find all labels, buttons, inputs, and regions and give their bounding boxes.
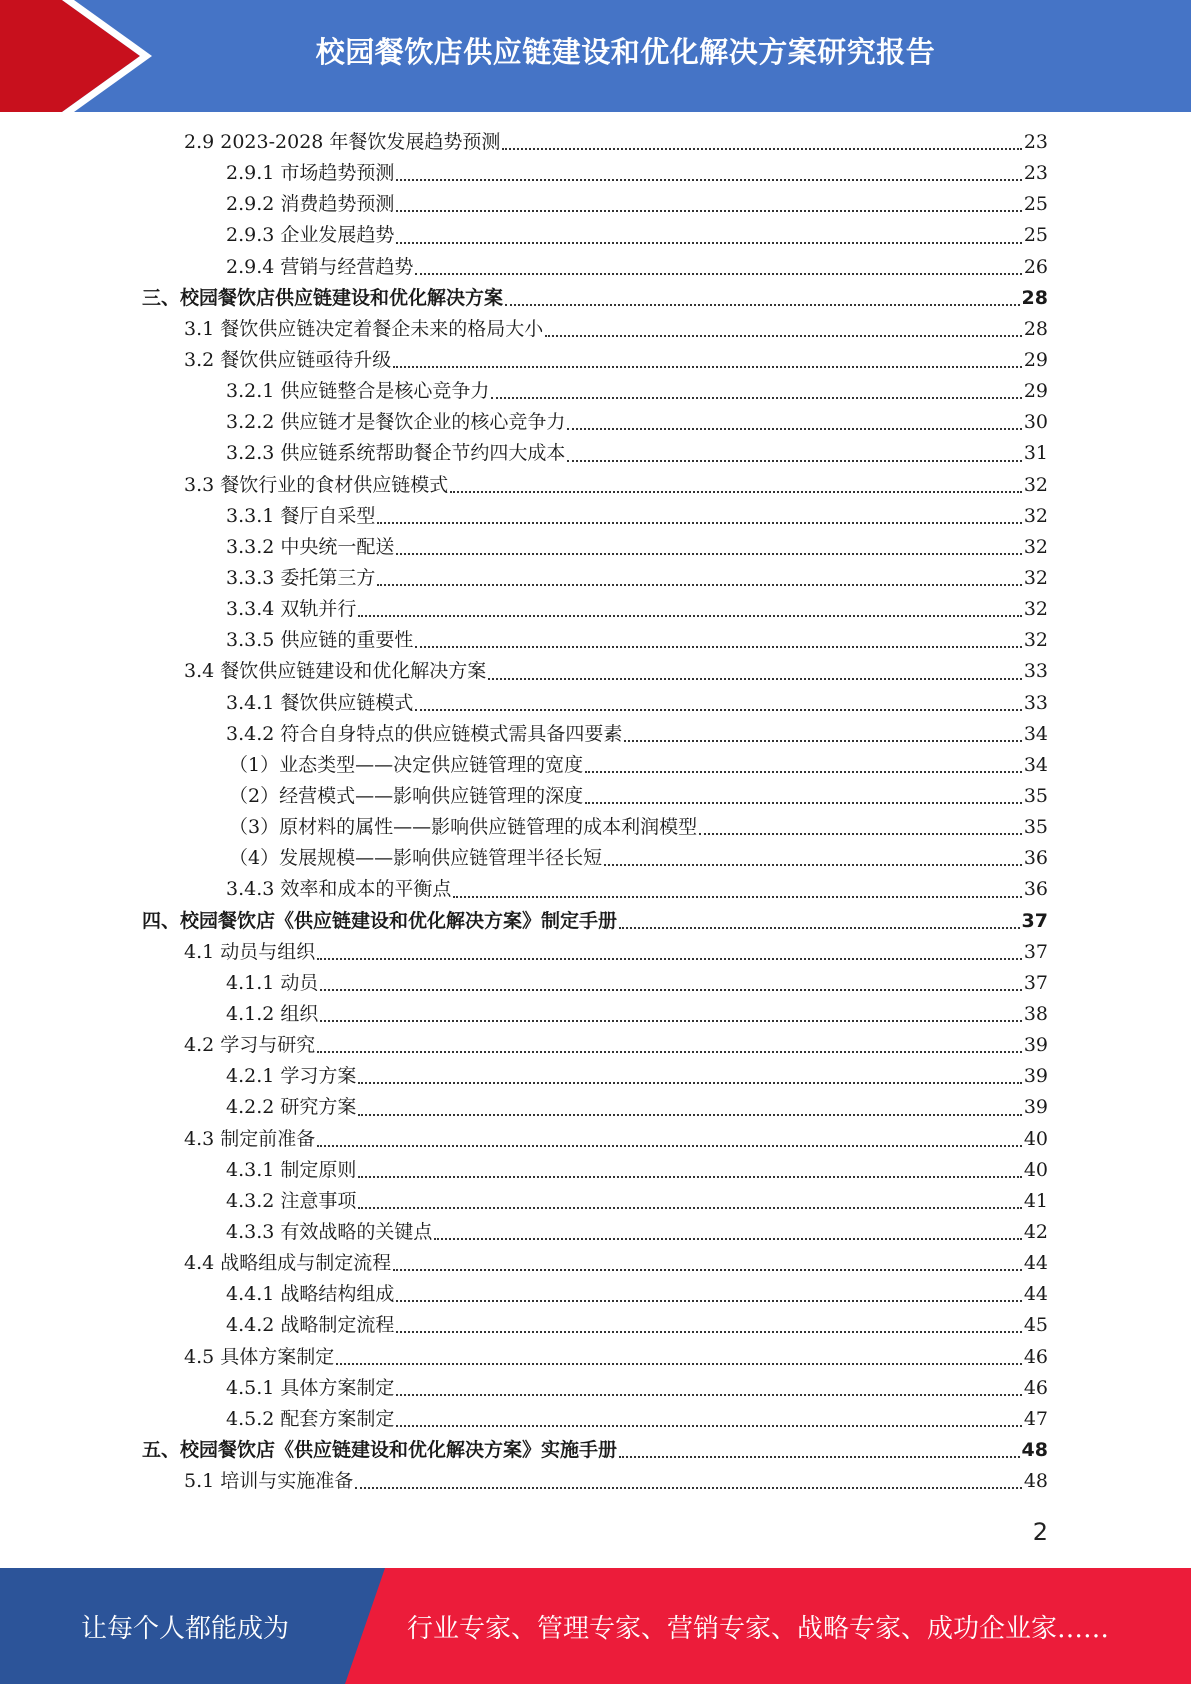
- toc-entry-page: 33: [1023, 691, 1048, 714]
- toc-entry[interactable]: [0, 812, 1191, 843]
- toc-entry-title: 3.2.3 供应链系统帮助餐企节约四大成本: [226, 442, 566, 465]
- toc-dot-leader: [699, 833, 1022, 835]
- page-number: 2: [1032, 1518, 1048, 1546]
- toc-dot-leader: [358, 615, 1021, 617]
- toc-dot-leader: [317, 958, 1022, 960]
- toc-entry[interactable]: [0, 719, 1191, 750]
- toc-dot-leader: [317, 1051, 1022, 1053]
- toc-entry-title: 3.4 餐饮供应链建设和优化解决方案: [184, 660, 487, 683]
- toc-entry-title: （4）发展规模——影响供应链管理半径长短: [229, 847, 603, 870]
- toc-entry-page: 45: [1023, 1314, 1048, 1337]
- toc-entry-page: 32: [1023, 504, 1048, 527]
- toc-dot-leader: [545, 335, 1022, 337]
- toc-dot-leader: [396, 242, 1021, 244]
- toc-entry-page: 39: [1023, 1096, 1048, 1119]
- toc-dot-leader: [336, 1363, 1022, 1365]
- page-header: [0, 0, 1191, 112]
- toc-entry-title: 4.5.1 具体方案制定: [226, 1376, 395, 1399]
- toc-entry-title: 3.3.4 双轨并行: [226, 598, 357, 621]
- toc-dot-leader: [396, 210, 1021, 212]
- toc-entry-title: 4.3.2 注意事项: [226, 1189, 357, 1212]
- toc-entry-page: 28: [1021, 286, 1048, 309]
- toc-entry-title: 3.3 餐饮行业的食材供应链模式: [184, 473, 449, 496]
- toc-entry-page: 34: [1023, 753, 1048, 776]
- toc-entry-title: 5.1 培训与实施准备: [184, 1470, 354, 1493]
- toc-entry[interactable]: [0, 1030, 1191, 1061]
- toc-entry-page: 39: [1023, 1065, 1048, 1088]
- toc-dot-leader: [396, 1331, 1021, 1333]
- toc-entry-title: 4.1.1 动员: [226, 971, 319, 994]
- toc-dot-leader: [453, 896, 1021, 898]
- toc-entry-title: 4.4.1 战略结构组成: [226, 1283, 395, 1306]
- toc-entry[interactable]: [0, 501, 1191, 532]
- toc-entry-title: 3.3.5 供应链的重要性: [226, 629, 414, 652]
- toc-entry-page: 29: [1023, 380, 1048, 403]
- toc-dot-leader: [396, 553, 1021, 555]
- header-chevron-decoration: [0, 0, 160, 112]
- toc-entry[interactable]: [0, 1341, 1191, 1372]
- toc-entry-title: 3.3.1 餐厅自采型: [226, 504, 376, 527]
- toc-entry-page: 46: [1023, 1345, 1048, 1368]
- toc-entry-page: 44: [1023, 1283, 1048, 1306]
- toc-dot-leader: [358, 1207, 1021, 1209]
- toc-entry-title: 2.9 2023-2028 年餐饮发展趋势预测: [184, 131, 501, 154]
- toc-entry-title: 4.3 制定前准备: [184, 1127, 316, 1150]
- toc-entry[interactable]: [0, 906, 1191, 937]
- toc-entry[interactable]: [0, 189, 1191, 220]
- toc-entry-title: （2）经营模式——影响供应链管理的深度: [229, 785, 584, 808]
- page-footer: [0, 1568, 1191, 1684]
- toc-entry[interactable]: [0, 656, 1191, 687]
- toc-entry-page: 44: [1023, 1252, 1048, 1275]
- toc-entry-page: 41: [1023, 1189, 1048, 1212]
- toc-entry[interactable]: [0, 1310, 1191, 1341]
- toc-entry-page: 32: [1023, 567, 1048, 590]
- toc-entry-title: 3.2 餐饮供应链亟待升级: [184, 349, 392, 372]
- toc-entry[interactable]: [0, 563, 1191, 594]
- document-title: 校园餐饮店供应链建设和优化解决方案研究报告: [315, 34, 936, 69]
- toc-entry-page: 40: [1023, 1158, 1048, 1181]
- toc-entry-title: 3.4.3 效率和成本的平衡点: [226, 878, 452, 901]
- toc-entry-title: 2.9.3 企业发展趋势: [226, 224, 395, 247]
- toc-entry-page: 31: [1023, 442, 1048, 465]
- toc-entry-page: 32: [1023, 598, 1048, 621]
- toc-dot-leader: [317, 1145, 1022, 1147]
- toc-dot-leader: [505, 304, 1020, 306]
- toc-entry[interactable]: [0, 625, 1191, 656]
- toc-dot-leader: [396, 179, 1021, 181]
- toc-entry[interactable]: [0, 750, 1191, 781]
- toc-dot-leader: [415, 709, 1021, 711]
- toc-entry-page: 42: [1023, 1220, 1048, 1243]
- toc-entry[interactable]: [0, 594, 1191, 625]
- toc-entry[interactable]: [0, 1373, 1191, 1404]
- toc-dot-leader: [567, 460, 1021, 462]
- toc-dot-leader: [355, 1487, 1022, 1489]
- toc-entry-page: 32: [1023, 473, 1048, 496]
- footer-slogan-left: 让每个人都能成为: [80, 1613, 289, 1644]
- toc-entry-page: 28: [1023, 317, 1048, 340]
- toc-entry-title: 三、校园餐饮店供应链建设和优化解决方案: [142, 286, 504, 309]
- toc-entry-title: 3.3.2 中央统一配送: [226, 535, 395, 558]
- toc-dot-leader: [396, 1394, 1021, 1396]
- toc-entry-page: 39: [1023, 1034, 1048, 1057]
- toc-dot-leader: [488, 678, 1022, 680]
- toc-entry[interactable]: [0, 407, 1191, 438]
- toc-dot-leader: [585, 771, 1022, 773]
- toc-dot-leader: [358, 1176, 1021, 1178]
- toc-entry[interactable]: [0, 781, 1191, 812]
- toc-entry-page: 46: [1023, 1376, 1048, 1399]
- toc-entry-page: 37: [1021, 909, 1048, 932]
- toc-dot-leader: [450, 491, 1022, 493]
- toc-entry-title: 3.2.2 供应链才是餐饮企业的核心竞争力: [226, 411, 566, 434]
- toc-entry-title: 4.3.3 有效战略的关键点: [226, 1220, 433, 1243]
- toc-dot-leader: [320, 1020, 1021, 1022]
- toc-entry-page: 32: [1023, 535, 1048, 558]
- toc-entry-page: 26: [1023, 255, 1048, 278]
- toc-entry-title: 3.4.2 符合自身特点的供应链模式需具备四要素: [226, 722, 623, 745]
- toc-entry[interactable]: [0, 252, 1191, 283]
- toc-entry[interactable]: [0, 158, 1191, 189]
- toc-entry-page: 35: [1023, 816, 1048, 839]
- toc-entry-page: 30: [1023, 411, 1048, 434]
- toc-entry[interactable]: [0, 376, 1191, 407]
- toc-entry-page: 33: [1023, 660, 1048, 683]
- toc-dot-leader: [415, 273, 1021, 275]
- toc-dot-leader: [434, 1238, 1021, 1240]
- toc-entry-page: 40: [1023, 1127, 1048, 1150]
- toc-dot-leader: [320, 989, 1021, 991]
- toc-entry[interactable]: [0, 1217, 1191, 1248]
- toc-dot-leader: [396, 1425, 1021, 1427]
- toc-entry[interactable]: [0, 843, 1191, 874]
- toc-entry-title: 4.5 具体方案制定: [184, 1345, 335, 1368]
- toc-entry-title: 3.3.3 委托第三方: [226, 567, 376, 590]
- toc-dot-leader: [396, 1300, 1021, 1302]
- toc-entry[interactable]: [0, 1435, 1191, 1466]
- toc-entry-title: （1）业态类型——决定供应链管理的宽度: [229, 753, 584, 776]
- toc-dot-leader: [491, 397, 1021, 399]
- toc-entry[interactable]: [0, 1248, 1191, 1279]
- toc-entry-title: 4.2 学习与研究: [184, 1034, 316, 1057]
- toc-entry[interactable]: [0, 1092, 1191, 1123]
- footer-slogan-right: 行业专家、管理专家、营销专家、战略专家、成功企业家……: [406, 1613, 1109, 1644]
- toc-entry[interactable]: [0, 345, 1191, 376]
- toc-entry[interactable]: [0, 1061, 1191, 1092]
- toc-dot-leader: [604, 864, 1022, 866]
- toc-entry[interactable]: [0, 999, 1191, 1030]
- toc-entry[interactable]: [0, 688, 1191, 719]
- toc-dot-leader: [415, 646, 1021, 648]
- toc-entry[interactable]: [0, 127, 1191, 158]
- toc-dot-leader: [358, 1082, 1021, 1084]
- toc-entry[interactable]: [0, 1124, 1191, 1155]
- toc-entry[interactable]: [0, 283, 1191, 314]
- toc-entry-title: 3.4.1 餐饮供应链模式: [226, 691, 414, 714]
- toc-entry-title: 4.4 战略组成与制定流程: [184, 1252, 392, 1275]
- toc-entry[interactable]: [0, 1404, 1191, 1435]
- toc-entry[interactable]: [0, 1466, 1191, 1497]
- toc-dot-leader: [358, 1114, 1021, 1116]
- toc-entry-title: 4.2.2 研究方案: [226, 1096, 357, 1119]
- toc-entry-title: 2.9.4 营销与经营趋势: [226, 255, 414, 278]
- toc-entry[interactable]: [0, 1279, 1191, 1310]
- toc-entry-page: 25: [1023, 224, 1048, 247]
- toc-entry-title: 4.3.1 制定原则: [226, 1158, 357, 1181]
- toc-entry-page: 37: [1023, 940, 1048, 963]
- toc-dot-leader: [377, 522, 1021, 524]
- toc-entry[interactable]: [0, 937, 1191, 968]
- toc-dot-leader: [377, 584, 1021, 586]
- toc-entry-title: 2.9.1 市场趋势预测: [226, 162, 395, 185]
- toc-dot-leader: [567, 428, 1021, 430]
- toc-entry-page: 37: [1023, 971, 1048, 994]
- toc-entry-page: 29: [1023, 349, 1048, 372]
- toc-entry[interactable]: [0, 314, 1191, 345]
- toc-entry-page: 48: [1021, 1438, 1048, 1461]
- toc-entry-title: 3.2.1 供应链整合是核心竞争力: [226, 380, 490, 403]
- toc-entry-title: 四、校园餐饮店《供应链建设和优化解决方案》制定手册: [142, 909, 618, 932]
- toc-entry-page: 36: [1023, 878, 1048, 901]
- toc-entry-title: 4.2.1 学习方案: [226, 1065, 357, 1088]
- toc-entry-page: 35: [1023, 785, 1048, 808]
- toc-entry[interactable]: [0, 470, 1191, 501]
- toc-entry-page: 23: [1023, 162, 1048, 185]
- toc-entry-title: 五、校园餐饮店《供应链建设和优化解决方案》实施手册: [142, 1438, 618, 1461]
- toc-entry-title: 2.9.2 消费趋势预测: [226, 193, 395, 216]
- toc-entry[interactable]: [0, 438, 1191, 469]
- toc-entry-page: 47: [1023, 1407, 1048, 1430]
- toc-entry-title: （3）原材料的属性——影响供应链管理的成本利润模型: [229, 816, 698, 839]
- toc-entry-page: 48: [1023, 1470, 1048, 1493]
- toc-entry[interactable]: [0, 874, 1191, 905]
- toc-dot-leader: [619, 1456, 1020, 1458]
- toc-entry-title: 3.1 餐饮供应链决定着餐企未来的格局大小: [184, 317, 544, 340]
- toc-entry[interactable]: [0, 1155, 1191, 1186]
- toc-entry[interactable]: [0, 532, 1191, 563]
- toc-entry-page: 36: [1023, 847, 1048, 870]
- toc-dot-leader: [393, 366, 1022, 368]
- toc-entry-page: 25: [1023, 193, 1048, 216]
- toc-entry-title: 4.4.2 战略制定流程: [226, 1314, 395, 1337]
- toc-entry-page: 34: [1023, 722, 1048, 745]
- table-of-contents: [0, 127, 1191, 1497]
- toc-dot-leader: [502, 148, 1021, 150]
- toc-entry-page: 38: [1023, 1003, 1048, 1025]
- toc-entry-page: 23: [1023, 131, 1048, 154]
- toc-entry-title: 4.1.2 组织: [226, 1003, 319, 1025]
- toc-entry-page: 32: [1023, 629, 1048, 652]
- toc-entry-title: 4.1 动员与组织: [184, 940, 316, 963]
- toc-dot-leader: [624, 740, 1021, 742]
- toc-dot-leader: [619, 927, 1020, 929]
- toc-dot-leader: [393, 1269, 1022, 1271]
- toc-entry[interactable]: [0, 1186, 1191, 1217]
- toc-entry-title: 4.5.2 配套方案制定: [226, 1407, 395, 1430]
- toc-entry[interactable]: [0, 968, 1191, 999]
- toc-entry[interactable]: [0, 220, 1191, 251]
- toc-dot-leader: [585, 802, 1022, 804]
